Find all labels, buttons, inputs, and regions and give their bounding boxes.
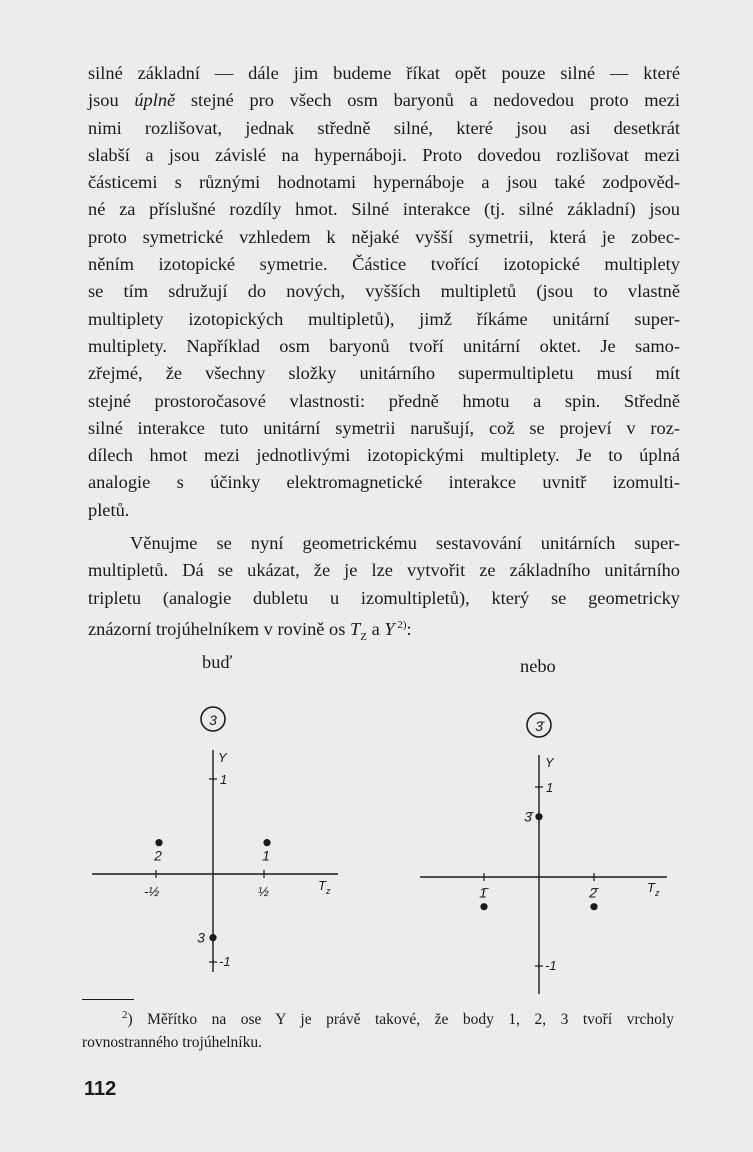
y-tick-neg-label: -1 <box>219 954 231 969</box>
paragraph1-line: proto symetrické vzhledem k nějaké vyšší symetrii, která je zobec- <box>88 226 680 247</box>
x-tick-neg-label: -½ <box>144 884 160 899</box>
diagram-right-title: nebo <box>520 656 556 676</box>
paragraph1-line: stejné prostoročasové vlastnosti: předně hmotu a spin. Středně <box>88 390 680 411</box>
tz-axis-label-sub: z <box>655 888 660 898</box>
weight-point-label-1: 3̄ <box>524 808 532 825</box>
diagram-triplet <box>80 700 360 990</box>
y-tick-pos-label: 1 <box>220 772 228 787</box>
paragraph1-line: něním izotopické symetrie. Částice tvořící izotopické multiplety <box>88 254 680 275</box>
paragraph1-line: multiplety izotopických multipletů), jimž říkáme unitární super- <box>88 308 680 329</box>
paragraph-1 <box>88 60 680 524</box>
paragraph1-line: silné základní — dále jim budeme říkat opět pouze silné — které <box>88 63 680 83</box>
paragraph1-line: silné interakce tuto unitární symetrii narušují, což se projeví v roz- <box>88 417 680 438</box>
body-text <box>88 60 680 651</box>
paragraph-2 <box>88 530 680 612</box>
weight-point-1 <box>535 813 542 820</box>
weight-point-label-2: 1̄ <box>479 884 487 901</box>
paragraph1-line: pletů. <box>88 499 130 520</box>
tz-axis-label: T <box>647 880 655 895</box>
y-axis-label: Y <box>218 750 227 765</box>
paragraph1-line: multiplety. Například osm baryonů tvoří unitární oktet. Je samo- <box>88 335 680 356</box>
paragraph1-line: slabší a jsou závislé na hypernáboji. Proto dovedou rozlišovat mezi <box>88 144 680 165</box>
weight-point-3 <box>590 903 597 910</box>
paragraph1-line: nimi rozlišovat, jednak středně silné, které jsou asi desetkrát <box>88 117 680 138</box>
page-number: 112 <box>84 1078 117 1100</box>
paragraph1-line: zřejmé, že všechny složky unitárního supermultipletu musí mít <box>88 363 680 384</box>
tz-axis-label-sub: z <box>326 886 331 896</box>
footnote-line-2: rovnostranného trojúhelníku. <box>82 1034 262 1052</box>
paragraph1-line: částicemi s různými hodnotami hypernáboje a jsou také zodpověd- <box>88 172 680 193</box>
weight-point-1 <box>155 839 162 846</box>
paragraph1-line: dílech hmot mezi jednotlivými izotopickými multiplety. Je to úplná <box>88 445 680 466</box>
paragraph1-line: analogie s účinky elektromagnetické interakce uvnitř izomulti- <box>88 472 680 493</box>
diagram-antitriplet <box>405 700 685 1000</box>
paragraph1-line: né za příslušné rozdíly hmot. Silné interakce (tj. silné základní) jsou <box>88 199 680 220</box>
footnote-rule <box>82 999 134 1000</box>
y-tick-neg-label: -1 <box>545 958 557 973</box>
paragraph-2-last-line: znázorní trojúhelníkem v rovině os $T_Z$ a Y $^{2)}$: <box>88 618 412 643</box>
weight-point-2 <box>480 903 487 910</box>
weight-point-label-1: 2 <box>154 847 162 864</box>
diagram-left-title: buď <box>202 652 233 672</box>
y-tick-pos-label: 1 <box>546 780 554 795</box>
triplet-label: 3 <box>209 712 217 728</box>
antitriplet-label: 3̄ <box>535 718 543 734</box>
weight-point-label-3: 2̄ <box>589 884 597 901</box>
paragraph1-line: jsou úplně stejné pro všech osm baryonů a nedovedou proto mezi <box>88 90 680 111</box>
paragraph2-line: Věnujme se nyní geometrickému sestavování unitárních super- <box>130 533 680 554</box>
paragraph2-line: tripletu (analogie dubletu u izomultipletů), který se geometricky <box>88 587 680 608</box>
weight-point-2 <box>263 839 270 846</box>
y-axis-label: Y <box>545 755 554 770</box>
footnote <box>82 1004 674 1054</box>
weight-point-label-2: 1 <box>262 847 270 864</box>
footnote-line-1: $^2$) Měřítko na ose Y je právě takové, že body 1, 2, 3 tvoří vrcholy <box>122 1009 674 1029</box>
paragraph1-line: se tím sdružují do nových, vyšších multipletů (jsou to vlastně <box>88 281 680 302</box>
weight-point-3 <box>209 934 216 941</box>
weight-point-label-3: 3 <box>197 929 205 946</box>
x-tick-pos-label: ½ <box>258 884 269 899</box>
tz-axis-label: T <box>318 878 326 893</box>
paragraph2-line: multipletů. Dá se ukázat, že je lze vytvořit ze základního unitárního <box>88 560 680 581</box>
